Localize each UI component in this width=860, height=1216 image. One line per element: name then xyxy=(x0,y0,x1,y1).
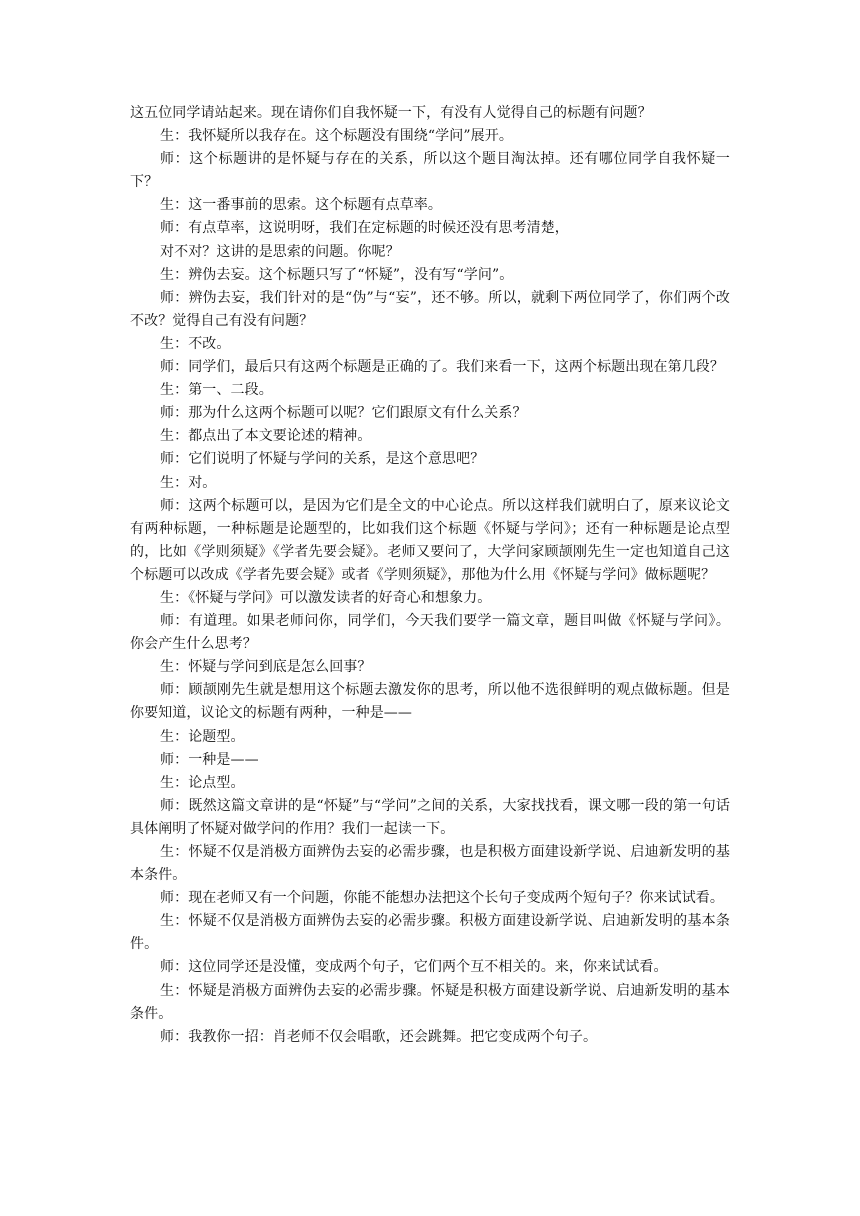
paragraph: 这五位同学请站起来。现在请你们自我怀疑一下，有没有人觉得自己的标题有问题？ xyxy=(130,105,652,121)
paragraph: 师：辨伪去妄，我们针对的是“伪”与“妄”，还不够。所以，就剩下两位同学了，你们两个改不改？觉得自己有没有问题？ xyxy=(130,289,730,329)
paragraph: 生：对。 xyxy=(160,474,217,491)
paragraph: 师：这位同学还是没懂，变成两个句子，它们两个互不相关的。来，你来试试看。 xyxy=(160,959,668,976)
paragraph: 师：有点草率，这说明呀，我们在定标题的时候还没有思考清楚， xyxy=(160,220,569,237)
paragraph: 师：现在老师又有一个问题，你能不能想办法把这个长句子变成两个短句子？你来试试看。 xyxy=(160,890,724,907)
paragraph: 对不对？这讲的是思索的问题。你呢？ xyxy=(160,243,400,260)
paragraph: 师：这个标题讲的是怀疑与存在的关系，所以这个题目淘汰掉。还有哪位同学自我怀疑一下？ xyxy=(130,151,730,191)
paragraph: 生：都点出了本文要论述的精神。 xyxy=(160,428,372,445)
document-page xyxy=(130,102,730,1049)
paragraph: 师：我教你一招：肖老师不仅会唱歌，还会跳舞。把它变成两个句子。 xyxy=(160,1028,598,1045)
paragraph: 生：不改。 xyxy=(160,335,231,352)
paragraph: 生：论点型。 xyxy=(160,774,245,791)
paragraph: 生：怀疑不仅是消极方面辨伪去妄的必需步骤。积极方面建设新学说、启迪新发明的基本条件。 xyxy=(130,913,730,953)
paragraph: 生：怀疑是消极方面辨伪去妄的必需步骤。怀疑是积极方面建设新学说、启迪新发明的基本条件。 xyxy=(130,982,730,1022)
paragraph: 师：既然这篇文章讲的是“怀疑”与“学问”之间的关系，大家找找看，课文哪一段的第一句话具体阐明了怀疑对做学问的作用？我们一起读一下。 xyxy=(130,797,730,837)
paragraph: 生：《怀疑与学问》可以激发读者的好奇心和想象力。 xyxy=(160,589,492,606)
paragraph: 生：这一番事前的思索。这个标题有点草率。 xyxy=(160,197,442,214)
paragraph: 师：那为什么这两个标题可以呢？它们跟原文有什么关系？ xyxy=(160,405,527,422)
paragraph: 生：论题型。 xyxy=(160,728,245,745)
paragraph: 师：有道理。如果老师问你，同学们，今天我们要学一篇文章，题目叫做《怀疑与学问》。你会产生什么思考？ xyxy=(130,613,730,653)
paragraph: 师：顾颉刚先生就是想用这个标题去激发你的思考，所以他不选很鲜明的观点做标题。但是你要知道，议论文的标题有两种，一种是—— xyxy=(130,682,730,722)
paragraph: 师：同学们，最后只有这两个标题是正确的了。我们来看一下，这两个标题出现在第几段？ xyxy=(160,359,724,376)
paragraph: 生：第一、二段。 xyxy=(160,382,273,399)
paragraph: 生：辨伪去妄。这个标题只写了“怀疑”，没有写“学问”。 xyxy=(160,266,514,283)
paragraph: 生：我怀疑所以我存在。这个标题没有围绕“学问”展开。 xyxy=(160,128,513,145)
paragraph: 师：它们说明了怀疑与学问的关系，是这个意思吧？ xyxy=(160,451,485,468)
paragraph: 生：怀疑不仅是消极方面辨伪去妄的必需步骤，也是积极方面建设新学说、启迪新发明的基本条件。 xyxy=(130,844,730,884)
paragraph: 生：怀疑与学问到底是怎么回事？ xyxy=(160,659,372,676)
paragraph: 师：这两个标题可以，是因为它们是全文的中心论点。所以这样我们就明白了，原来议论文有两种标题，一种标题是论题型的，比如我们这个标题《怀疑与学问》；还有一种标题是论点型的，比如《学则须疑》《学者先要会疑》。老师又要问了，大学问家顾颉刚先生一定也知道自己这个标题可以改成《学者先要会疑》或者《学则须疑》，那他为什么用《怀疑与学问》做标题呢？ xyxy=(130,497,730,583)
paragraph: 师：一种是—— xyxy=(160,751,259,768)
